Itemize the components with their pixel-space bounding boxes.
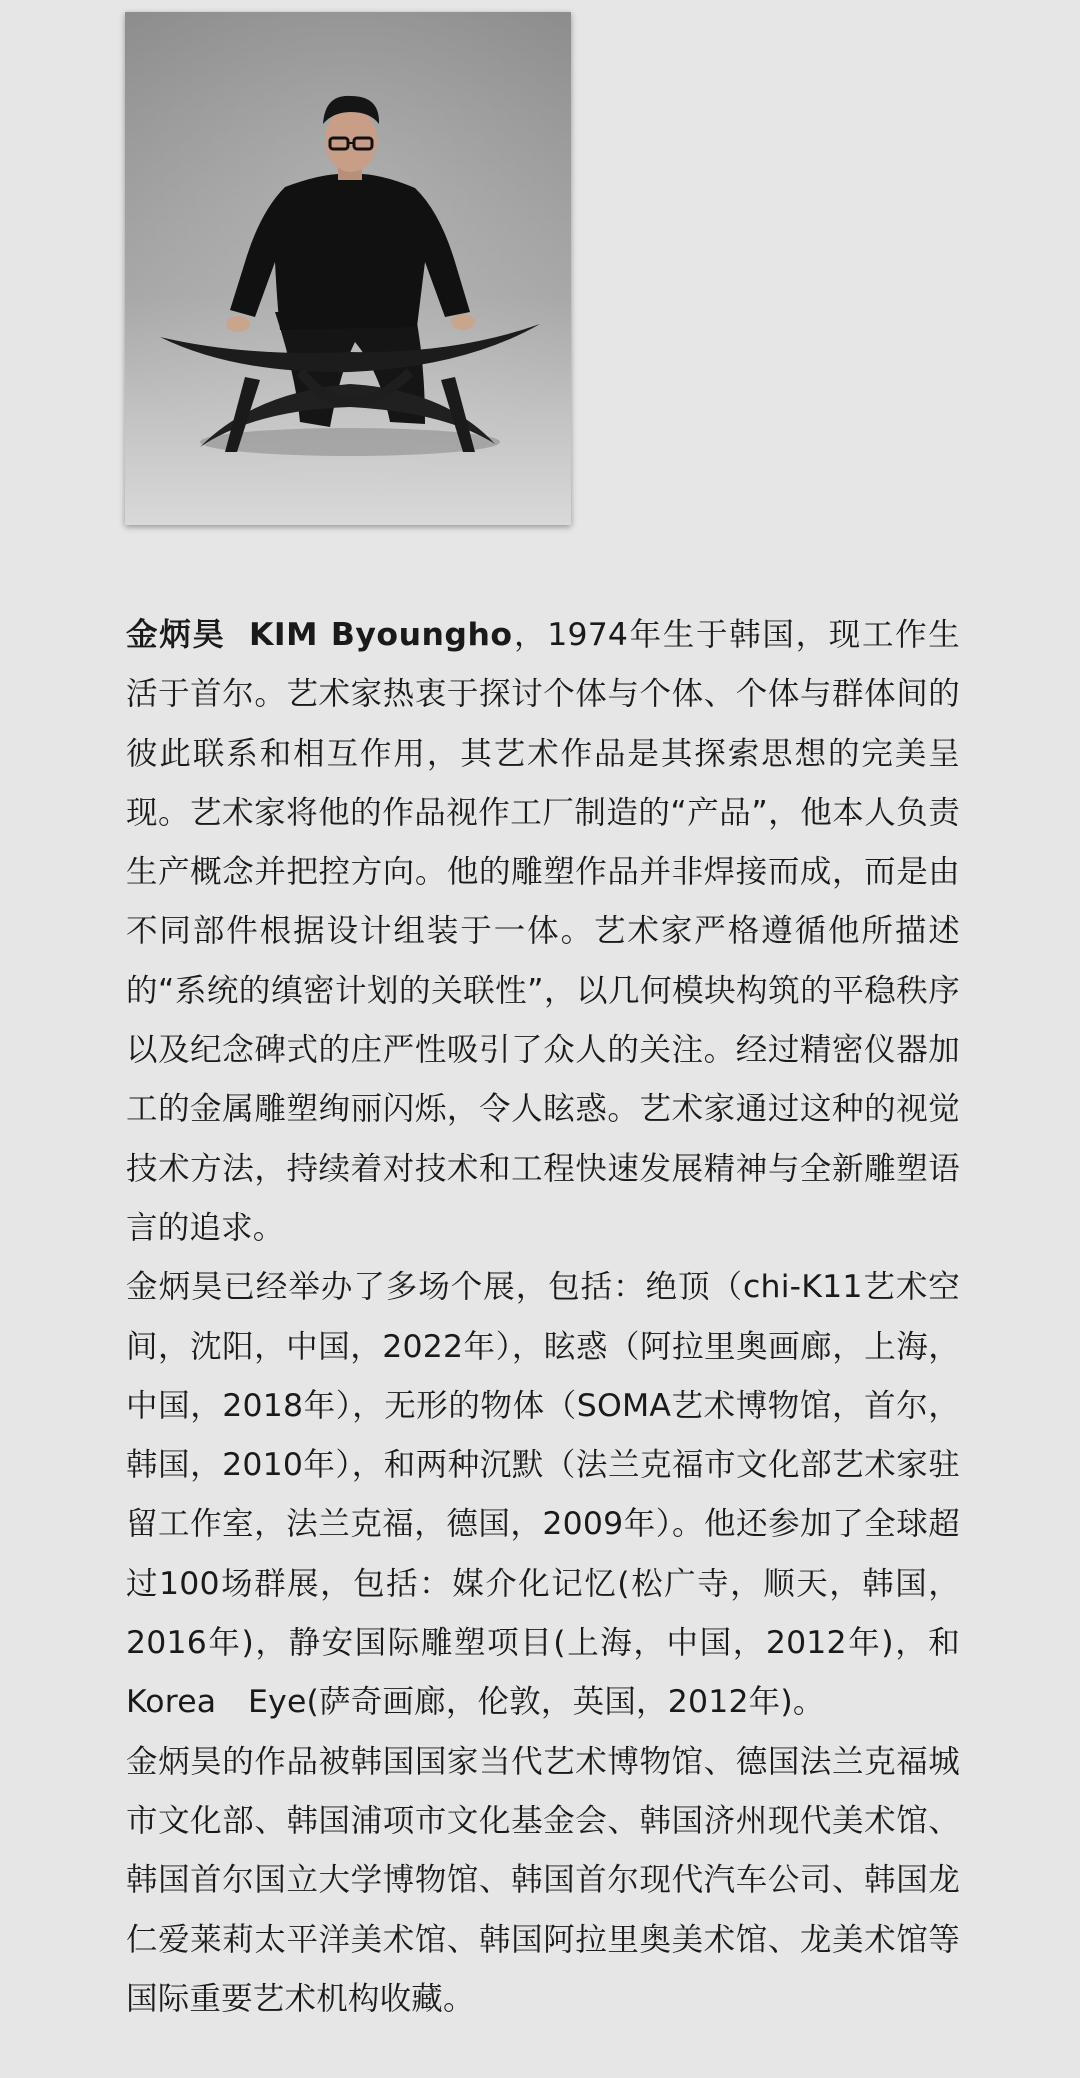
- artist-name-english: KIM Byoungho: [248, 617, 513, 653]
- bio-collections-paragraph: 金炳昊的作品被韩国国家当代艺术博物馆、德国法兰克福城市文化部、韩国浦项市文化基金会、韩国济州现代美术馆、韩国首尔国立大学博物馆、韩国首尔现代汽车公司、韩国龙仁爱莱莉太平洋美术馆、韩国阿拉里奥美术馆、龙美术馆等国际重要艺术机构收藏。: [126, 1743, 960, 2017]
- artist-portrait: [125, 12, 571, 525]
- artist-name-chinese: 金炳昊: [126, 617, 226, 653]
- bio-intro-paragraph: [126, 606, 960, 1258]
- bio-exhibitions-paragraph: 金炳昊已经举办了多场个展，包括：绝顶（chi-K11艺术空间，沈阳，中国，2022年），眩惑（阿拉里奥画廊，上海，中国，2018年），无形的物体（SOMA艺术博物馆，首尔，韩国，2010年），和两种沉默（法兰克福市文化部艺术家驻留工作室，法兰克福，德国，2009年）。他还参加了全球超过100场群展，包括：媒介化记忆(松广寺，顺天，韩国，2016年)，静安国际雕塑项目(上海，中国，2012年)，和Korea Eye(萨奇画廊，伦敦，英国，2012年)。: [126, 1269, 960, 1721]
- artist-portrait-image: [125, 12, 571, 525]
- artist-bio: [126, 606, 960, 2029]
- bio-intro-text: ，1974年生于韩国，现工作生活于首尔。艺术家热衷于探讨个体与个体、个体与群体间的彼此联系和相互作用，其艺术作品是其探索思想的完美呈现。艺术家将他的作品视作工厂制造的“产品”，他本人负责生产概念并把控方向。他的雕塑作品并非焊接而成，而是由不同部件根据设计组装于一体。艺术家严格遵循他所描述的“系统的缜密计划的关联性”，以几何模块构筑的平稳秩序以及纪念碑式的庄严性吸引了众人的关注。经过精密仪器加工的金属雕塑绚丽闪烁，令人眩惑。艺术家通过这种的视觉技术方法，持续着对技术和工程快速发展精神与全新雕塑语言的追求。: [126, 617, 961, 1246]
